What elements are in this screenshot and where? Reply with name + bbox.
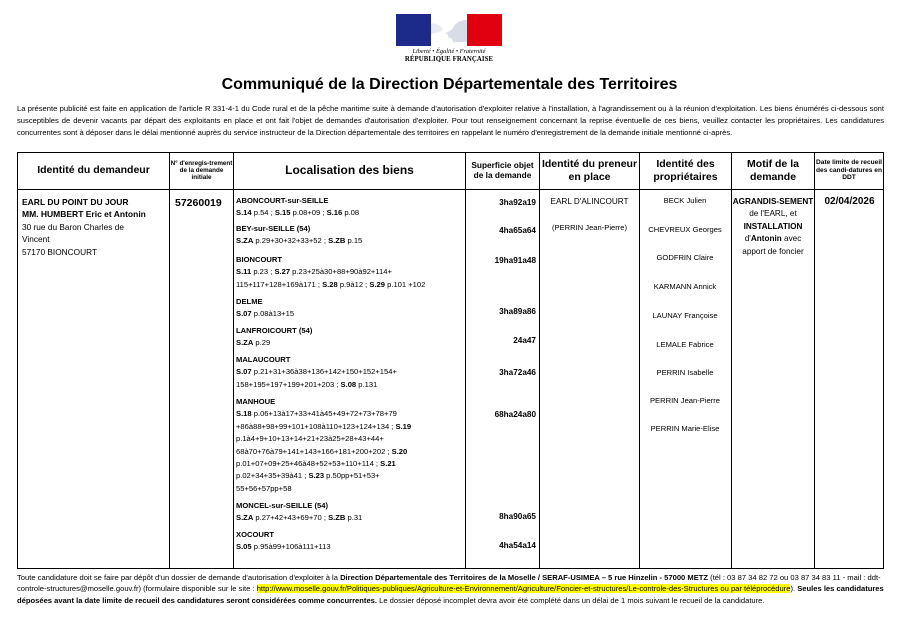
intro-paragraph: La présente publicité est faite en application de l'article R 331-4-1 du Code rural et de la pêche maritime suite à demande d'autorisation d'exploiter relative à l'installation, à l'agrandissement ou à la réunion d'exploitation. Les biens énumérés ci-dessous sont susceptibles de devenir vacants par départ des exploitants en place et ont fait l'objet de demandes d'autorisation d'exploiter. Pour tout renseignement concernant la reprise éventuelle de ces biens, veuillez contacter les propriétaires. Les candidatures concurrentes sont à déposer dans le délai mentionné auprès du service instructeur de la Direction départementale des territoires en rappelant le numéro d'enregistrement de la demande initiale mentionné ci-après. [17, 104, 884, 138]
header-demandeur: Identité du demandeur [37, 164, 150, 177]
col-border [17, 152, 18, 569]
republic-name: RÉPUBLIQUE FRANÇAISE [404, 56, 494, 63]
table-bottom-border [17, 568, 884, 569]
republique-francaise-logo [396, 14, 502, 70]
preneur-name: EARL D'ALINCOURT [550, 197, 629, 206]
loc-block: BIONCOURT S.11 p.23 ; S.27 p.23+25à30+88+90à92+114+ 115+117+128+169à171 ; S.28 p.9à12 ; S.29 p.101 +102 [236, 254, 470, 291]
page-title: Communiqué de la Direction Départementale des Territoires [221, 76, 678, 93]
marianne-flag-icon [396, 14, 502, 46]
col-border [233, 152, 234, 569]
preneur-contact: (PERRIN Jean-Pierre) [551, 223, 628, 232]
owner-name: PERRIN Isabelle [656, 368, 714, 377]
owner-name: PERRIN Jean-Pierre [649, 396, 721, 405]
parcel-refs: S.07 p.21+31+36à38+136+142+150+152+154+ 158+195+197+199+201+203 ; S.08 p.131 [236, 367, 397, 389]
surface-value: 19ha91a48 [494, 256, 536, 265]
owner-name: LEMALE Fabrice [656, 340, 714, 349]
registration-number: 57260019 [175, 197, 222, 209]
loc-block: XOCOURT S.05 p.95à99+106à111+113 [236, 529, 470, 554]
owner-name: GODFRIN Claire [656, 253, 714, 262]
loc-block: MANHOUE S.18 p.06+13à17+33+41à45+49+72+73+78+79 +86à88+98+99+101+108à110+123+124+134 ; S.19 p.1à4+9+10+13+14+21+23à25+28+43+44+ 68à70+76à79+141+143+166+181+200+202 ; S.20 p.01+07+09+25+46à48+52+53+110+114 ; S.21 p.02+34+35+39à41 ; S.23 p.50pp+51+53+ 55+56+57pp+58 [236, 396, 470, 495]
loc-block: LANFROICOURT (54) S.ZA p.29 [236, 325, 470, 350]
parcel-refs: S.05 p.95à99+106à111+113 [236, 542, 331, 552]
owner-name: CHEVREUX Georges [648, 225, 722, 234]
parcel-refs: S.14 p.54 ; S.15 p.08+09 ; S.16 p.08 [236, 208, 360, 218]
col-border [169, 152, 170, 569]
header-date-limite: Date limite de recueil des candi-datures en DDT [816, 159, 882, 182]
header-motif: Motif de la demande [747, 158, 799, 183]
parcel-refs: S.ZA p.27+42+43+69+70 ; S.ZB p.31 [236, 513, 363, 523]
col-border [539, 152, 540, 569]
surface-value: 3ha72a46 [499, 368, 536, 377]
parcel-refs: S.ZA p.29+30+32+33+52 ; S.ZB p.15 [236, 236, 363, 246]
motif-text: AGRANDIS-SEMENT de l'EARL, et INSTALLATION d'Antonin avec apport de foncier [732, 197, 814, 256]
loc-block: DELME S.07 p.08à13+15 [236, 296, 470, 321]
surface-value: 24a47 [513, 336, 536, 345]
col-border [639, 152, 640, 569]
header-superficie: Superficie objet de la demande [471, 159, 534, 180]
loc-block: ABONCOURT-sur-SEILLE S.14 p.54 ; S.15 p.08+09 ; S.16 p.08 [236, 195, 470, 220]
surface-value: 3ha92a19 [499, 198, 536, 207]
header-localisation: Localisation des biens [285, 162, 414, 177]
table-header-border [17, 189, 884, 190]
deadline-date: 02/04/2026 [824, 196, 875, 207]
owner-name: BECK Julien [663, 196, 707, 205]
surface-value: 4ha65a64 [499, 226, 536, 235]
motto: Liberté • Égalité • Fraternité [412, 48, 486, 55]
surface-value: 4ha54a14 [499, 541, 536, 550]
surface-value: 8ha90a65 [499, 512, 536, 521]
owner-name: PERRIN Marie-Elise [650, 424, 720, 433]
procedure-link[interactable]: http://www.moselle.gouv.fr/Politiques-publiques/Agriculture-et-Environnement/Agriculture/Foncier-et-structures/Le-controle-des-Structures ou par téléprocédure [256, 584, 791, 594]
owner-name: LAUNAY Françoise [652, 311, 718, 320]
header-numero: N° d'enregis-trement de la demande initiale [170, 159, 233, 182]
parcel-refs: S.11 p.23 ; S.27 p.23+25à30+88+90à92+114+ 115+117+128+169à171 ; S.28 p.9à12 ; S.29 p.101 +102 [236, 267, 426, 289]
owner-name: KARMANN Annick [653, 282, 717, 291]
demandeur-address: 30 rue du Baron Charles de Vincent 57170 BIONCOURT [22, 222, 124, 257]
surface-value: 68ha24a80 [494, 410, 536, 419]
parcel-refs: S.18 p.06+13à17+33+41à45+49+72+73+78+79 +86à88+98+99+101+108à110+123+124+134 ; S.19 p.1à4+9+10+13+14+21+23à25+28+43+44+ 68à70+76à79+141+143+166+181+200+202 ; S.20 p.01+07+09+25+46à48+52+53+110+114 ; S.21 p.02+34+35+39à41 ; S.23 p.50pp+51+53+ 55+56+57pp+58 [236, 409, 412, 493]
col-border [883, 152, 884, 569]
parcel-refs: S.ZA p.29 [236, 338, 271, 348]
loc-block: MALAUCOURT S.07 p.21+31+36à38+136+142+150+152+154+ 158+195+197+199+201+203 ; S.08 p.131 [236, 354, 470, 391]
surface-value: 3ha89a86 [499, 307, 536, 316]
header-preneur: Identité du preneur en place [541, 158, 638, 183]
parcel-refs: S.07 p.08à13+15 [236, 309, 295, 319]
footer-text: Toute candidature doit se faire par dépôt d'un dossier de demande d'autorisation d'exploiter à la Direction Départementale des Territoires de la Moselle / SERAF-USIMEA – 5 rue Hinzelin - 57000 METZ (tél : 03 87 34 82 72 ou 03 87 34 83 11 - mail : ddt-controle-structures@moselle.gouv.fr) (formulaire disponible sur le site : http://www.moselle.gouv.fr/Politiques-publiques/Agriculture-et-Environnement/Agriculture/Foncier-et-structures/Le-controle-des-Structures ou par téléprocédure). Seules les candidatures déposées avant la date limite de recueil des candidatures seront considérées comme concurrentes. Le dossier déposé incomplet devra avoir été complété dans un délai de 1 mois suivant le recueil de la candidature. [17, 573, 884, 605]
loc-block: MONCEL-sur-SEILLE (54) S.ZA p.27+42+43+69+70 ; S.ZB p.31 [236, 500, 470, 525]
loc-block: BEY-sur-SEILLE (54) S.ZA p.29+30+32+33+52 ; S.ZB p.15 [236, 223, 470, 248]
header-proprietaires: Identité des propriétaires [653, 158, 718, 183]
demandeur-name: EARL DU POINT DU JOUR MM. HUMBERT Eric et Antonin [22, 197, 146, 220]
